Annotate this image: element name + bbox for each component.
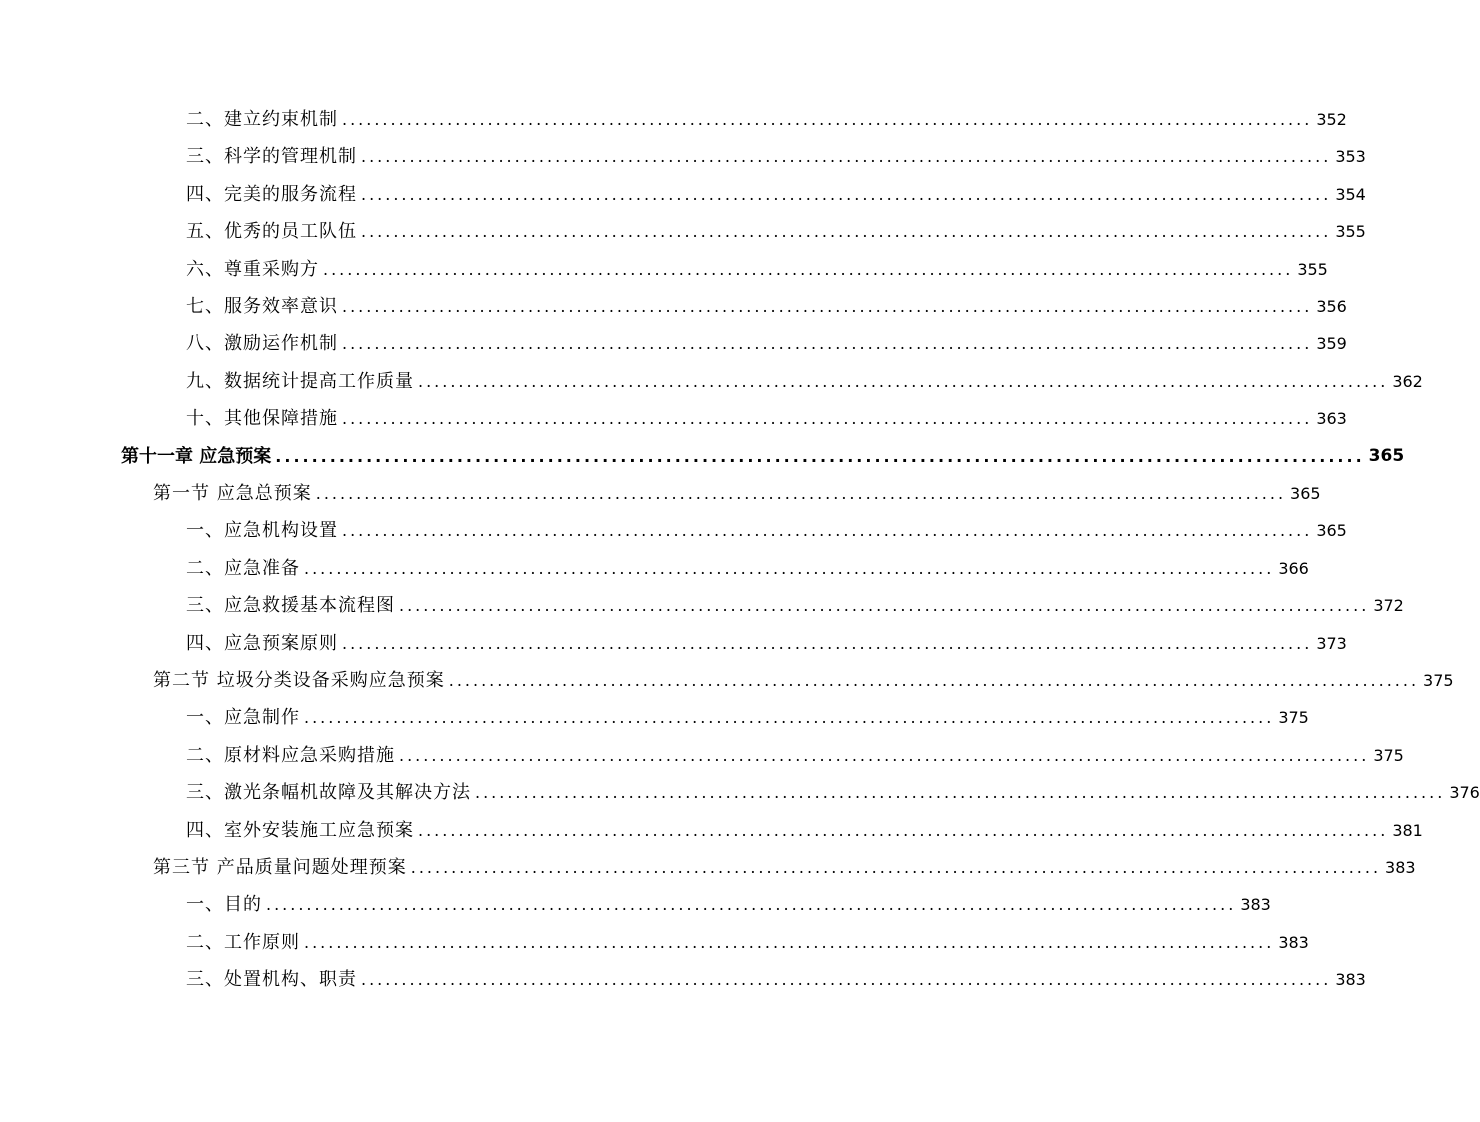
toc-entry-page: 383	[1385, 858, 1416, 877]
toc-entry-title: 三、激光条幅机故障及其解决方法	[186, 782, 471, 804]
toc-entry[interactable]	[186, 961, 1366, 998]
toc-entry-page: 363	[1316, 409, 1347, 429]
toc-entry[interactable]	[186, 251, 1328, 288]
toc-entry-page: 372	[1373, 596, 1404, 616]
toc-entry[interactable]	[186, 550, 1309, 587]
toc-entry-title: 三、处置机构、职责	[186, 969, 357, 991]
toc-entry[interactable]	[186, 886, 1271, 923]
toc-entry-page: 355	[1335, 222, 1366, 242]
toc-entry-title: 四、完美的服务流程	[186, 183, 357, 205]
toc-entry-page: 365	[1290, 484, 1321, 503]
toc-section-entry[interactable]	[153, 662, 1454, 699]
toc-entry[interactable]	[186, 325, 1347, 362]
toc-entry-page: 365	[1316, 521, 1347, 541]
toc-entry[interactable]	[186, 625, 1347, 662]
dot-leader: ........................................................................................................................	[361, 970, 1332, 990]
toc-entry-page: 375	[1278, 708, 1309, 728]
toc-section-entry[interactable]	[153, 475, 1321, 512]
toc-entry-title: 四、应急预案原则	[186, 632, 338, 654]
toc-entry-title: 十、其他保障措施	[186, 408, 338, 430]
toc-entry[interactable]	[186, 213, 1366, 250]
dot-leader: ........................................................................................................................	[342, 521, 1313, 541]
toc-entry-page: 365	[1368, 445, 1405, 466]
toc-entry-page: 362	[1392, 371, 1423, 391]
dot-leader: ........................................................................................................................	[304, 932, 1275, 952]
toc-entry-page: 375	[1423, 671, 1454, 690]
toc-entry[interactable]	[186, 138, 1366, 175]
dot-leader: ........................................................................................................................	[448, 671, 1420, 690]
toc-entry-title: 二、应急准备	[186, 557, 300, 579]
toc-entry-page: 376	[1449, 783, 1480, 803]
dot-leader: ........................................................................................................................	[342, 334, 1313, 354]
toc-entry-title: 第三节 产品质量问题处理预案	[153, 857, 407, 878]
toc-entry-page: 356	[1316, 297, 1347, 316]
toc-entry[interactable]	[186, 363, 1423, 400]
toc-entry-title: 七、服务效率意识	[186, 296, 338, 317]
toc-entry[interactable]	[186, 288, 1347, 325]
toc-entry-title: 八、激励运作机制	[186, 333, 338, 355]
dot-leader: ........................................................................................................................	[418, 820, 1389, 840]
dot-leader: ........................................................................................................................	[266, 895, 1237, 915]
dot-leader: ........................................................................................................................	[342, 409, 1313, 429]
toc-entry[interactable]	[186, 400, 1347, 437]
dot-leader: ........................................................................................................................	[361, 222, 1332, 242]
dot-leader: ........................................................................................................................	[475, 783, 1446, 803]
dot-leader: ........................................................................................................................	[342, 633, 1313, 653]
toc-entry-page: 375	[1373, 745, 1404, 765]
toc-entry-title: 一、应急制作	[186, 707, 300, 729]
toc-section-entry[interactable]	[153, 849, 1416, 886]
toc-entry[interactable]	[186, 699, 1309, 736]
toc-entry-title: 二、建立约束机制	[186, 109, 338, 130]
toc-entry-title: 二、工作原则	[186, 931, 300, 953]
dot-leader: ........................................................................................................................	[361, 184, 1332, 204]
toc-entry-page: 366	[1278, 558, 1309, 578]
dot-leader: ........................................................................................................................	[410, 858, 1382, 877]
toc-entry-title: 第一节 应急总预案	[153, 483, 312, 504]
toc-entry-title: 第十一章 应急预案	[121, 445, 272, 467]
dot-leader: ........................................................................................................................	[342, 110, 1313, 129]
toc-entry-page: 383	[1240, 895, 1271, 915]
toc-entry-page: 353	[1335, 147, 1366, 167]
toc-entry-title: 第二节 垃圾分类设备采购应急预案	[153, 670, 445, 691]
toc-entry-title: 三、应急救援基本流程图	[186, 595, 395, 617]
dot-leader: ........................................................................................................................	[304, 708, 1275, 728]
toc-entry-page: 355	[1297, 259, 1328, 279]
toc-entry-title: 二、原材料应急采购措施	[186, 744, 395, 766]
dot-leader: ........................................................................................................................	[323, 259, 1294, 279]
toc-entry-title: 六、尊重采购方	[186, 258, 319, 280]
dot-leader: ........................................................................................................................	[399, 745, 1370, 765]
toc-entry[interactable]	[186, 101, 1347, 138]
toc-entry[interactable]	[186, 812, 1423, 849]
toc-entry-page: 359	[1316, 334, 1347, 354]
toc-entry[interactable]	[186, 774, 1480, 811]
toc-entry-title: 四、室外安装施工应急预案	[186, 819, 414, 841]
toc-entry-title: 九、数据统计提高工作质量	[186, 370, 414, 392]
toc-entry-title: 一、应急机构设置	[186, 520, 338, 542]
dot-leader: ........................................................................................................................	[342, 297, 1313, 316]
toc-entry-page: 383	[1335, 970, 1366, 990]
dot-leader: ........................................................................................................................	[361, 147, 1332, 167]
toc-chapter-entry[interactable]	[121, 438, 1405, 475]
toc-entry-page: 352	[1316, 110, 1347, 129]
toc-entry[interactable]	[186, 924, 1309, 961]
toc-entry-page: 373	[1316, 633, 1347, 653]
dot-leader: ........................................................................................................................	[399, 596, 1370, 616]
dot-leader: ........................................................................................................................	[315, 484, 1287, 503]
toc-entry[interactable]	[186, 512, 1347, 549]
dot-leader: ........................................................................................................................	[275, 446, 1365, 466]
dot-leader: ........................................................................................................................	[304, 558, 1275, 578]
toc-entry[interactable]	[186, 176, 1366, 213]
toc-entry-title: 三、科学的管理机制	[186, 146, 357, 168]
toc-entry[interactable]	[186, 737, 1404, 774]
toc-entry[interactable]	[186, 587, 1404, 624]
toc-entry-title: 五、优秀的员工队伍	[186, 221, 357, 243]
toc-entry-title: 一、目的	[186, 894, 262, 916]
dot-leader: ........................................................................................................................	[418, 371, 1389, 391]
toc-entry-page: 354	[1335, 184, 1366, 204]
toc-entry-page: 383	[1278, 932, 1309, 952]
toc-entry-page: 381	[1392, 820, 1423, 840]
